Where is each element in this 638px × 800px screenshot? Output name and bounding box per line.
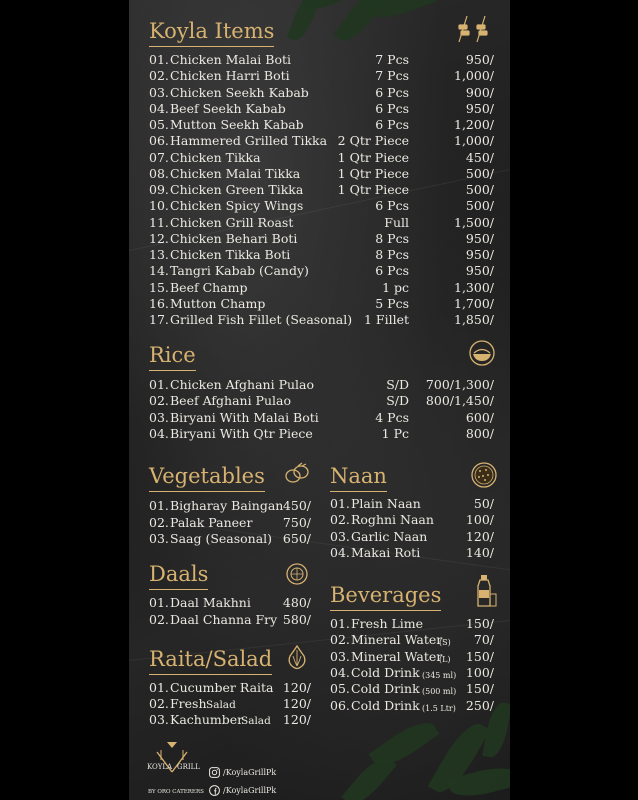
- item-quantity: 6 Pcs: [375, 263, 409, 279]
- item-price: 800/: [465, 425, 494, 441]
- item-number: 02.: [330, 512, 350, 528]
- item-size-note: Salad: [206, 699, 236, 712]
- item-size-note: Salad: [241, 715, 271, 728]
- naan-icon: [471, 462, 497, 488]
- koyla-item: [129, 101, 510, 117]
- item-number: 07.: [149, 149, 169, 165]
- skewers-icon: [455, 12, 499, 46]
- rice-item: [129, 393, 510, 409]
- item-quantity: 1 Pc: [381, 425, 409, 441]
- item-name: Chicken Seekh Kabab: [170, 84, 309, 100]
- item-number: 02.: [149, 696, 169, 712]
- item-name: Chicken Behari Boti: [170, 230, 298, 246]
- item-price: 1,700/: [454, 295, 494, 311]
- item-name: Chicken Spicy Wings: [170, 198, 304, 214]
- item-number: 04.: [330, 664, 350, 680]
- item-quantity: 4 Pcs: [375, 409, 409, 425]
- item-price: 70/: [473, 632, 494, 648]
- item-quantity: 1 Qtr Piece: [337, 165, 409, 181]
- item-quantity: 1 pc: [382, 279, 409, 295]
- item-name: Tangri Kabab (Candy): [170, 263, 309, 279]
- item-number: 05.: [149, 117, 169, 132]
- item-price: 950/: [465, 100, 494, 116]
- item-price: 150/: [465, 681, 494, 697]
- item-name: Chicken Grill Roast: [170, 214, 294, 230]
- item-number: 05.: [330, 681, 350, 697]
- koyla-item: [129, 68, 510, 84]
- menu-board: [129, 0, 510, 800]
- item-quantity: 1 Qtr Piece: [337, 182, 409, 197]
- item-price: 950/: [465, 263, 494, 279]
- item-number: 17.: [149, 312, 169, 327]
- item-quantity: 6 Pcs: [375, 198, 409, 214]
- item-number: 11.: [149, 214, 169, 230]
- item-quantity: Full: [384, 214, 409, 230]
- koyla-item: [129, 166, 510, 182]
- item-quantity: S/D: [386, 377, 409, 392]
- item-price: 950/: [465, 230, 494, 246]
- naan-item: [129, 529, 510, 545]
- beverages-item: [129, 632, 510, 648]
- item-size-note: (500 ml): [422, 687, 457, 697]
- item-name: Biryani With Malai Boti: [170, 409, 319, 425]
- item-name: Cold Drink: [351, 664, 420, 680]
- item-size-note: (L): [439, 654, 451, 664]
- item-name: Biryani With Qtr Piece: [170, 425, 313, 441]
- raita-item: [129, 696, 510, 712]
- garlic-icon: [285, 644, 309, 670]
- item-price: 1,300/: [454, 279, 494, 295]
- item-number: 01.: [149, 52, 169, 67]
- leaf-decoration: [341, 751, 396, 800]
- item-price: 500/: [465, 165, 494, 181]
- item-name: Daal Channa Fry: [170, 611, 278, 627]
- item-number: 02.: [149, 393, 169, 409]
- item-price: 150/: [465, 648, 494, 664]
- section-title-beverages: Beverages: [330, 585, 441, 606]
- item-name: Mutton Seekh Kabab: [170, 117, 304, 132]
- facebook-handle[interactable]: /KoylaGrillPk: [223, 786, 277, 795]
- item-price: 100/: [465, 512, 494, 528]
- item-price: 450/: [465, 149, 494, 165]
- facebook-icon[interactable]: [209, 785, 220, 796]
- logo-text-koyla: KOYLA: [147, 763, 173, 771]
- koyla-item: [129, 85, 510, 101]
- item-name: Fresh Lime: [351, 616, 424, 631]
- item-quantity: 7 Pcs: [375, 52, 409, 67]
- grill-logo-icon: [147, 738, 197, 778]
- item-size-note: (S): [439, 638, 451, 648]
- item-price: 650/: [282, 531, 311, 546]
- item-name: Makai Roti: [351, 544, 421, 560]
- item-name: Grilled Fish Fillet (Seasonal): [170, 312, 353, 327]
- item-number: 13.: [149, 247, 169, 262]
- item-name: Chicken Tikka Boti: [170, 247, 291, 262]
- item-name: Daal Makhni: [170, 595, 251, 610]
- koyla-item: [129, 150, 510, 166]
- item-name: Palak Paneer: [170, 514, 253, 530]
- bottle-icon: [473, 574, 497, 608]
- item-number: 08.: [149, 165, 169, 181]
- item-quantity: 7 Pcs: [375, 68, 409, 84]
- item-price: 120/: [282, 712, 311, 728]
- koyla-item: [129, 198, 510, 214]
- item-price: 600/: [465, 409, 494, 425]
- item-number: 03.: [330, 648, 350, 664]
- leaf-decoration: [363, 0, 437, 25]
- item-name: Beef Afghani Pulao: [170, 393, 291, 409]
- item-quantity: 6 Pcs: [375, 117, 409, 132]
- item-price: 1,500/: [454, 214, 494, 230]
- section-title-raita-salad: Raita/Salad: [149, 649, 272, 670]
- item-number: 03.: [149, 409, 169, 425]
- item-quantity: S/D: [386, 393, 409, 409]
- item-price: 800/1,450/: [425, 393, 494, 409]
- raita-item: [129, 712, 510, 728]
- item-quantity: 8 Pcs: [375, 247, 409, 262]
- item-name: Hammered Grilled Tikka: [170, 133, 328, 149]
- item-name: Chicken Green Tikka: [170, 182, 304, 197]
- item-name: Mineral Water: [351, 632, 443, 648]
- item-price: 50/: [473, 496, 494, 511]
- leaf-decoration: [287, 0, 321, 44]
- item-number: 04.: [149, 425, 169, 441]
- section-title-daals: Daals: [149, 564, 208, 585]
- item-name: Mineral Water: [351, 648, 443, 664]
- rice-item: [129, 377, 510, 393]
- item-size-note: (1.5 Ltr): [422, 703, 456, 713]
- item-price: 580/: [282, 611, 311, 627]
- naan-item: [129, 496, 510, 512]
- item-name: Kachumber: [170, 712, 244, 728]
- item-number: 02.: [330, 632, 350, 648]
- item-price: 120/: [282, 696, 311, 712]
- item-price: 950/: [465, 52, 494, 67]
- naan-item: [129, 545, 510, 561]
- item-quantity: 6 Pcs: [375, 100, 409, 116]
- logo-subtitle: BY ORO CATERERS: [148, 789, 204, 795]
- item-number: 09.: [149, 182, 169, 197]
- item-price: 950/: [465, 247, 494, 262]
- koyla-item: [129, 312, 510, 328]
- item-price: 120/: [282, 680, 311, 695]
- koyla-item: [129, 247, 510, 263]
- item-name: Plain Naan: [351, 496, 421, 511]
- section-title-naan: Naan: [330, 466, 387, 487]
- item-name: Beef Champ: [170, 279, 248, 295]
- item-quantity: 2 Qtr Piece: [337, 133, 409, 149]
- item-name: Fresh: [170, 696, 207, 712]
- item-name: Cucumber Raita: [170, 680, 274, 695]
- item-price: 500/: [465, 182, 494, 197]
- item-number: 03.: [149, 531, 169, 546]
- item-number: 16.: [149, 295, 169, 311]
- item-name: Chicken Malai Boti: [170, 52, 292, 67]
- item-name: Cold Drink: [351, 697, 420, 713]
- item-number: 06.: [149, 133, 169, 149]
- koyla-item: [129, 280, 510, 296]
- item-name: Bigharay Baingan: [170, 498, 284, 513]
- rice-item: [129, 410, 510, 426]
- instagram-handle[interactable]: /KoylaGrillPk: [223, 768, 277, 777]
- koyla-item: [129, 182, 510, 198]
- item-price: 480/: [282, 595, 311, 610]
- koyla-item: [129, 296, 510, 312]
- item-number: 15.: [149, 279, 169, 295]
- item-name: Chicken Tikka: [170, 149, 261, 165]
- item-number: 01.: [149, 680, 169, 695]
- item-price: 450/: [282, 498, 311, 513]
- item-number: 03.: [149, 712, 169, 728]
- item-price: 750/: [282, 514, 311, 530]
- item-number: 01.: [330, 496, 350, 511]
- item-number: 04.: [330, 544, 350, 560]
- rice-bowl-icon: [469, 340, 495, 366]
- section-title-koyla: Koyla Items: [149, 21, 274, 42]
- raita-item: [129, 680, 510, 696]
- item-number: 02.: [149, 611, 169, 627]
- item-price: 120/: [465, 528, 494, 544]
- item-price: 1,000/: [454, 133, 494, 149]
- koyla-item: [129, 133, 510, 149]
- vegetable-icon: [284, 462, 310, 486]
- item-name: Cold Drink: [351, 681, 420, 697]
- item-price: 140/: [465, 544, 494, 560]
- item-price: 500/: [465, 198, 494, 214]
- logo-text-grill: GRILL: [177, 763, 200, 771]
- item-price: 250/: [465, 697, 494, 713]
- section-title-rice: Rice: [149, 345, 196, 366]
- item-number: 10.: [149, 198, 169, 214]
- daals-item: [129, 595, 510, 611]
- item-quantity: 8 Pcs: [375, 230, 409, 246]
- item-number: 01.: [149, 498, 169, 513]
- item-quantity: 5 Pcs: [375, 295, 409, 311]
- item-name: Chicken Harri Boti: [170, 68, 290, 84]
- item-number: 02.: [149, 68, 169, 84]
- koyla-item: [129, 263, 510, 279]
- item-number: 12.: [149, 230, 169, 246]
- item-name: Chicken Afghani Pulao: [170, 377, 315, 392]
- instagram-icon[interactable]: [209, 767, 220, 778]
- item-price: 1,000/: [454, 68, 494, 84]
- item-name: Roghni Naan: [351, 512, 434, 528]
- item-price: 900/: [465, 84, 494, 100]
- item-quantity: 1 Fillet: [363, 312, 409, 327]
- item-number: 06.: [330, 697, 350, 713]
- item-number: 01.: [330, 616, 350, 631]
- item-price: 1,200/: [454, 117, 494, 132]
- beverages-item: [129, 616, 510, 632]
- rice-item: [129, 426, 510, 442]
- naan-item: [129, 512, 510, 528]
- koyla-item: [129, 117, 510, 133]
- item-name: Mutton Champ: [170, 295, 266, 311]
- item-number: 03.: [149, 84, 169, 100]
- lemon-icon: [285, 562, 309, 586]
- item-price: 150/: [465, 616, 494, 631]
- item-name: Garlic Naan: [351, 528, 428, 544]
- koyla-item: [129, 52, 510, 68]
- item-number: 02.: [149, 514, 169, 530]
- item-price: 700/1,300/: [425, 377, 494, 392]
- koyla-item: [129, 215, 510, 231]
- item-size-note: (345 ml): [422, 670, 457, 680]
- item-price: 100/: [465, 664, 494, 680]
- section-title-vegetables: Vegetables: [149, 466, 265, 487]
- item-number: 14.: [149, 263, 169, 279]
- item-quantity: 1 Qtr Piece: [337, 149, 409, 165]
- item-quantity: 6 Pcs: [375, 84, 409, 100]
- item-number: 04.: [149, 100, 169, 116]
- item-name: Chicken Malai Tikka: [170, 165, 301, 181]
- item-name: Beef Seekh Kabab: [170, 100, 286, 116]
- item-number: 01.: [149, 377, 169, 392]
- item-number: 01.: [149, 595, 169, 610]
- item-number: 03.: [330, 528, 350, 544]
- koyla-item: [129, 231, 510, 247]
- item-name: Saag (Seasonal): [170, 531, 273, 546]
- item-price: 1,850/: [454, 312, 494, 327]
